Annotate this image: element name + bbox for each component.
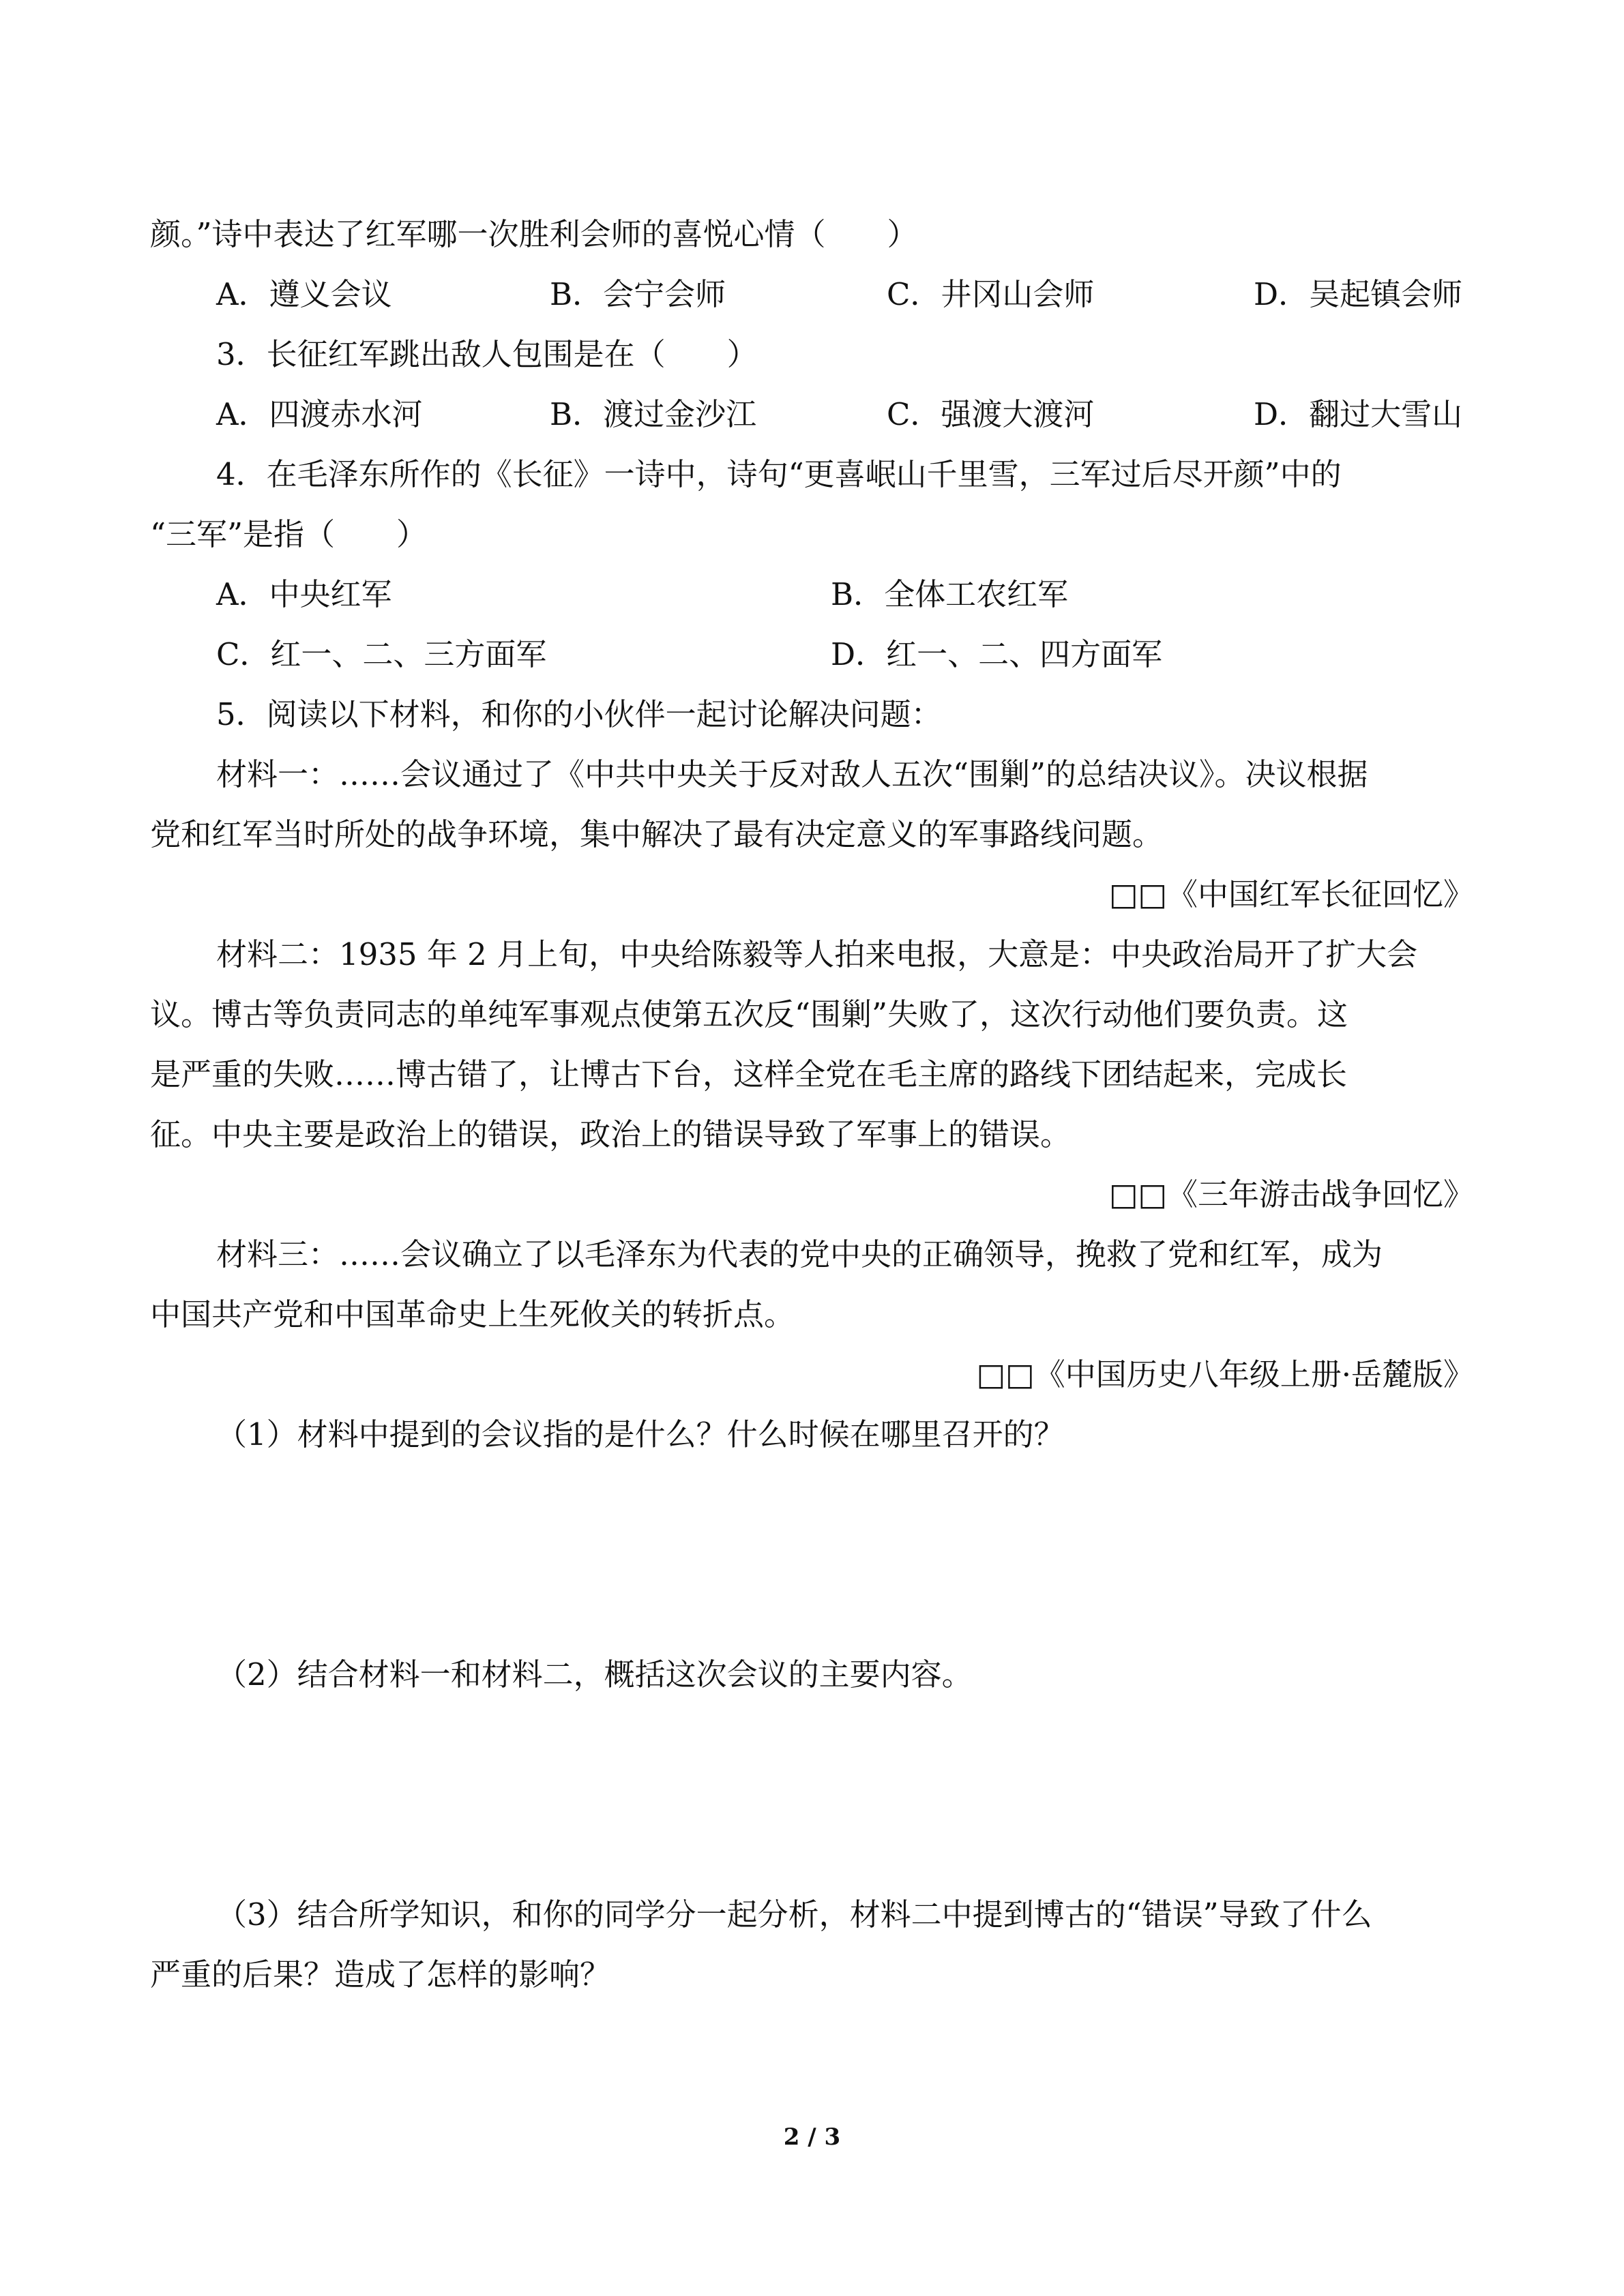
q4-option-a: A．中央红军	[216, 576, 392, 612]
material-1-line1: 材料一：……会议通过了《中共中央关于反对敌人五次“围剿”的总结决议》。决议根据	[216, 756, 1368, 792]
q3-option-c: C．强渡大渡河	[887, 396, 1095, 432]
q4-stem-line1: 4．在毛泽东所作的《长征》一诗中，诗句“更喜岷山千里雪，三军过后尽开颜”中的	[216, 456, 1342, 492]
sub-question-1: （1）材料中提到的会议指的是什么？什么时候在哪里召开的？	[216, 1416, 1065, 1452]
material-2-line4: 征。中央主要是政治上的错误，政治上的错误导致了军事上的错误。	[150, 1116, 1072, 1152]
material-2-line3: 是严重的失败……博古错了，让博古下台，这样全党在毛主席的路线下团结起来，完成长	[150, 1056, 1348, 1092]
sub-question-3-line1: （3）结合所学知识，和你的同学分一起分析，材料二中提到博古的“错误”导致了什么	[216, 1896, 1372, 1933]
material-3-line1: 材料三：……会议确立了以毛泽东为代表的党中央的正确领导，挽救了党和红军，成为	[216, 1236, 1383, 1272]
material-3-source: □□《中国历史八年级上册·岳麓版》	[976, 1356, 1474, 1392]
q5-stem: 5．阅读以下材料，和你的小伙伴一起讨论解决问题：	[216, 696, 942, 732]
q2-option-c: C．井冈山会师	[887, 276, 1095, 312]
material-1-source: □□《中国红军长征回忆》	[1108, 876, 1474, 912]
material-2-source: □□《三年游击战争回忆》	[1108, 1176, 1474, 1212]
material-3-line2: 中国共产党和中国革命史上生死攸关的转折点。	[150, 1296, 795, 1332]
q2-option-b: B．会宁会师	[550, 276, 726, 312]
q4-stem-line2: “三军”是指（ ）	[150, 516, 428, 552]
sub-question-3-line2: 严重的后果？造成了怎样的影响？	[150, 1956, 611, 1993]
q3-option-a: A．四渡赤水河	[216, 396, 423, 432]
q3-stem: 3．长征红军跳出敌人包围是在（ ）	[216, 336, 758, 372]
q4-option-d: D．红一、二、四方面军	[831, 636, 1163, 672]
q3-option-d: D．翻过大雪山	[1254, 396, 1463, 432]
q4-option-c: C．红一、二、三方面军	[216, 636, 547, 672]
page-number: 2 / 3	[783, 2123, 841, 2151]
q2-option-a: A．遵义会议	[216, 276, 392, 312]
q2-option-d: D．吴起镇会师	[1254, 276, 1463, 312]
sub-question-2: （2）结合材料一和材料二，概括这次会议的主要内容。	[216, 1656, 973, 1693]
material-1-line2: 党和红军当时所处的战争环境，集中解决了最有决定意义的军事路线问题。	[150, 816, 1164, 852]
q4-option-b: B．全体工农红军	[831, 576, 1069, 612]
material-2-line1: 材料二：1935 年 2 月上旬，中央给陈毅等人拍来电报，大意是：中央政治局开了扩大会	[216, 936, 1418, 972]
material-2-line2: 议。博古等负责同志的单纯军事观点使第五次反“围剿”失败了，这次行动他们要负责。这	[150, 996, 1348, 1032]
q3-option-b: B．渡过金沙江	[550, 396, 757, 432]
q2-stem-continuation: 颜。”诗中表达了红军哪一次胜利会师的喜悦心情（ ）	[150, 216, 918, 252]
